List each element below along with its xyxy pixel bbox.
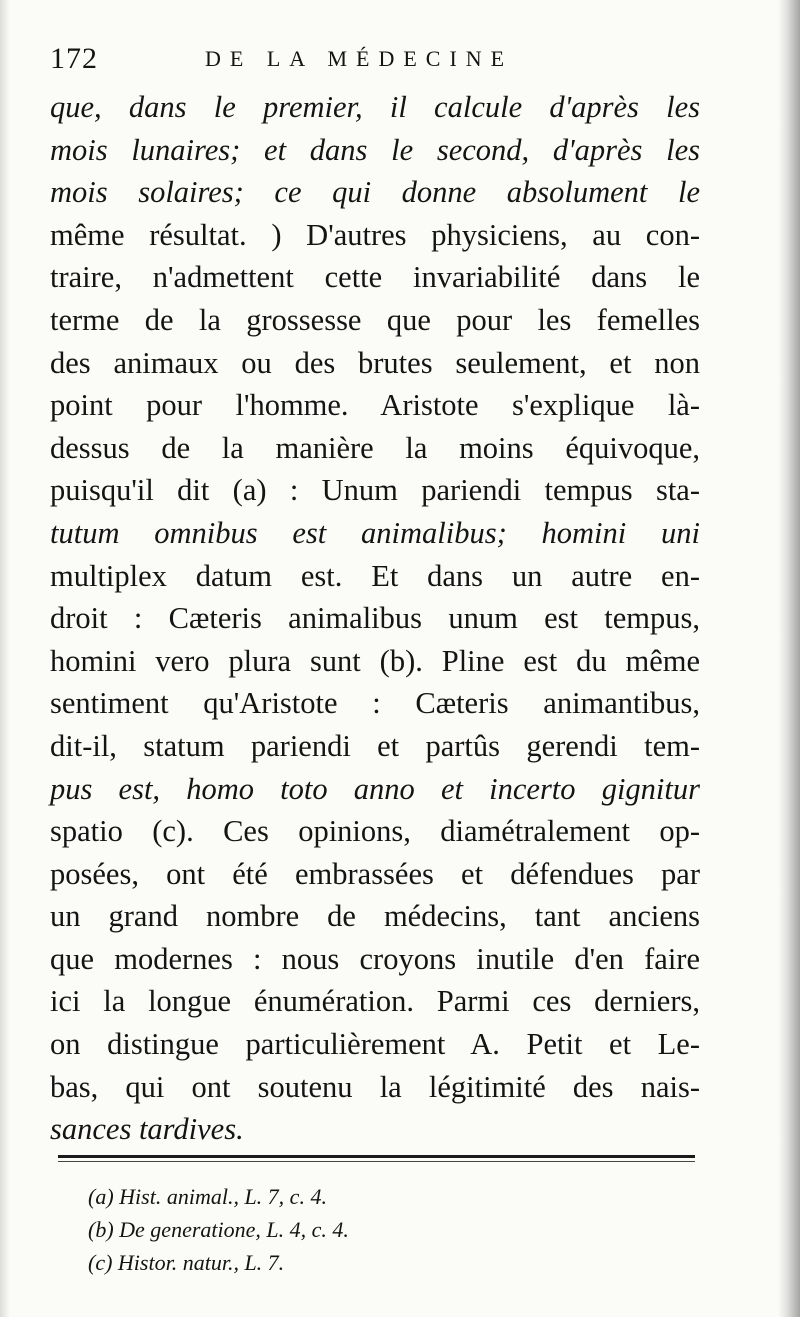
footnote-divider [58, 1155, 695, 1158]
text-line: posées, ont été embrassées et défendues par [50, 856, 700, 891]
text-line: pus est, homo toto anno et incerto gignitur [50, 771, 700, 806]
text-line: ici la longue énumération. Parmi ces derniers, [50, 984, 700, 1019]
text-line: puisqu'il dit (a) : Unum pariendi tempus sta- [50, 473, 700, 508]
page-header [50, 40, 690, 80]
text-line: point pour l'homme. Aristote s'explique là- [50, 388, 700, 423]
footnote-a: (a) Hist. animal., L. 7, c. 4. [88, 1184, 327, 1209]
text-line: homini vero plura sunt (b). Pline est du même [50, 643, 700, 678]
page-gutter-shadow [0, 0, 10, 1317]
text-line: spatio (c). Ces opinions, diamétralement op- [50, 814, 700, 849]
footnote-divider-thin [58, 1161, 695, 1162]
page-edge-shadow [778, 0, 800, 1317]
text-line: tutum omnibus est animalibus; homini uni [50, 515, 700, 550]
text-line: terme de la grossesse que pour les femelles [50, 302, 700, 337]
text-line: bas, qui ont soutenu la légitimité des nais- [50, 1069, 700, 1104]
text-line: sances tardives. [50, 1112, 244, 1147]
footnotes [88, 1180, 688, 1279]
text-line: même résultat. ) D'autres physiciens, au con- [50, 217, 700, 252]
body-text [50, 86, 700, 1151]
text-line: droit : Cæteris animalibus unum est tempus, [50, 601, 700, 636]
text-line: mois lunaires; et dans le second, d'après les [50, 132, 700, 167]
text-line: dessus de la manière la moins équivoque, [50, 430, 700, 465]
text-line: mois solaires; ce qui donne absolument le [50, 175, 700, 210]
text-line: multiplex datum est. Et dans un autre en- [50, 558, 700, 593]
text-line: un grand nombre de médecins, tant anciens [50, 899, 700, 934]
running-head: DE LA MÉDECINE [205, 46, 514, 71]
page-number: 172 [50, 42, 98, 75]
text-line: on distingue particulièrement A. Petit et Le- [50, 1027, 700, 1062]
text-line: dit-il, statum pariendi et partûs gerendi tem- [50, 728, 700, 763]
footnote-c: (c) Histor. natur., L. 7. [88, 1250, 285, 1275]
text-line: sentiment qu'Aristote : Cæteris animantibus, [50, 686, 700, 721]
footnote-b: (b) De generatione, L. 4, c. 4. [88, 1217, 349, 1242]
text-line: traire, n'admettent cette invariabilité dans le [50, 260, 700, 295]
text-line: que modernes : nous croyons inutile d'en faire [50, 941, 700, 976]
text-line: des animaux ou des brutes seulement, et non [50, 345, 700, 380]
text-line: que, dans le premier, il calcule d'après les [50, 90, 700, 124]
